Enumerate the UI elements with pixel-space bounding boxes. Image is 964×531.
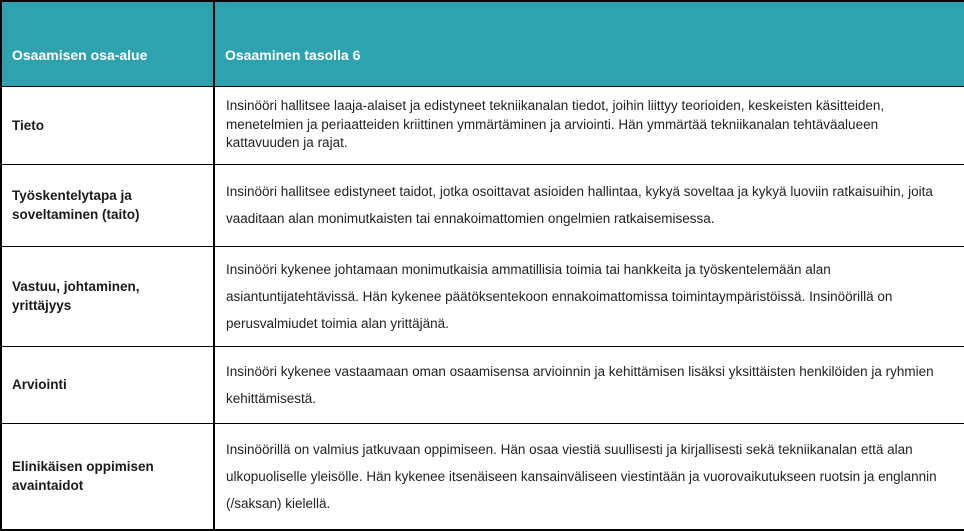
header-row <box>1 1 964 86</box>
table-row <box>1 246 964 346</box>
term-cell: Työskentelytapa ja soveltaminen (taito) <box>1 164 214 246</box>
description-cell: Insinööri kykenee johtamaan monimutkaisia ammatillisia toimia tai hankkeita ja työskentelemään alan asiantuntijatehtävissä. Hän kykenee päätöksentekoon ennakoimattomissa toimintaympäristöissä. Insinöörillä on perusvalmiudet toimia alan yrittäjänä. <box>214 246 964 346</box>
table-row <box>1 86 964 164</box>
term-cell: Arviointi <box>1 346 214 423</box>
term-cell: Tieto <box>1 86 214 164</box>
description-cell: Insinöörillä on valmius jatkuvaan oppimiseen. Hän osaa viestiä suullisesti ja kirjallisesti sekä tekniikanalan että alan ulkopuoliselle yleisölle. Hän kykenee itsenäiseen kansainväliseen viestintään ja vuorovaikutukseen ruotsin ja englannin (/saksan) kielellä. <box>214 423 964 530</box>
description-cell: Insinööri hallitsee laaja-alaiset ja edistyneet tekniikanalan tiedot, joihin liittyy teorioiden, keskeisten käsitteiden, menetelmien ja periaatteiden kriittinen ymmärtäminen ja arviointi. Hän ymmärtää tekniikanalan tehtäväalueen kattavuuden ja rajat. <box>214 86 964 164</box>
table-row <box>1 346 964 423</box>
header-cell-level-6: Osaaminen tasolla 6 <box>214 1 964 86</box>
table-row <box>1 423 964 530</box>
description-cell: Insinööri kykenee vastaamaan oman osaamisensa arvioinnin ja kehittämisen lisäksi yksittäisten henkilöiden ja ryhmien kehittämisestä. <box>214 346 964 423</box>
table-body <box>1 86 964 530</box>
description-cell: Insinööri hallitsee edistyneet taidot, jotka osoittavat asioiden hallintaa, kykyä soveltaa ja kykyä luoviin ratkaisuihin, joita vaaditaan alan monimutkaisten tai ennakoimattomien ongelmien ratkaisemisessa. <box>214 164 964 246</box>
table-header <box>1 1 964 86</box>
term-cell: Vastuu, johtaminen, yrittäjyys <box>1 246 214 346</box>
term-cell: Elinikäisen oppimisen avaintaidot <box>1 423 214 530</box>
table-row <box>1 164 964 246</box>
header-cell-competence-area: Osaamisen osa-alue <box>1 1 214 86</box>
